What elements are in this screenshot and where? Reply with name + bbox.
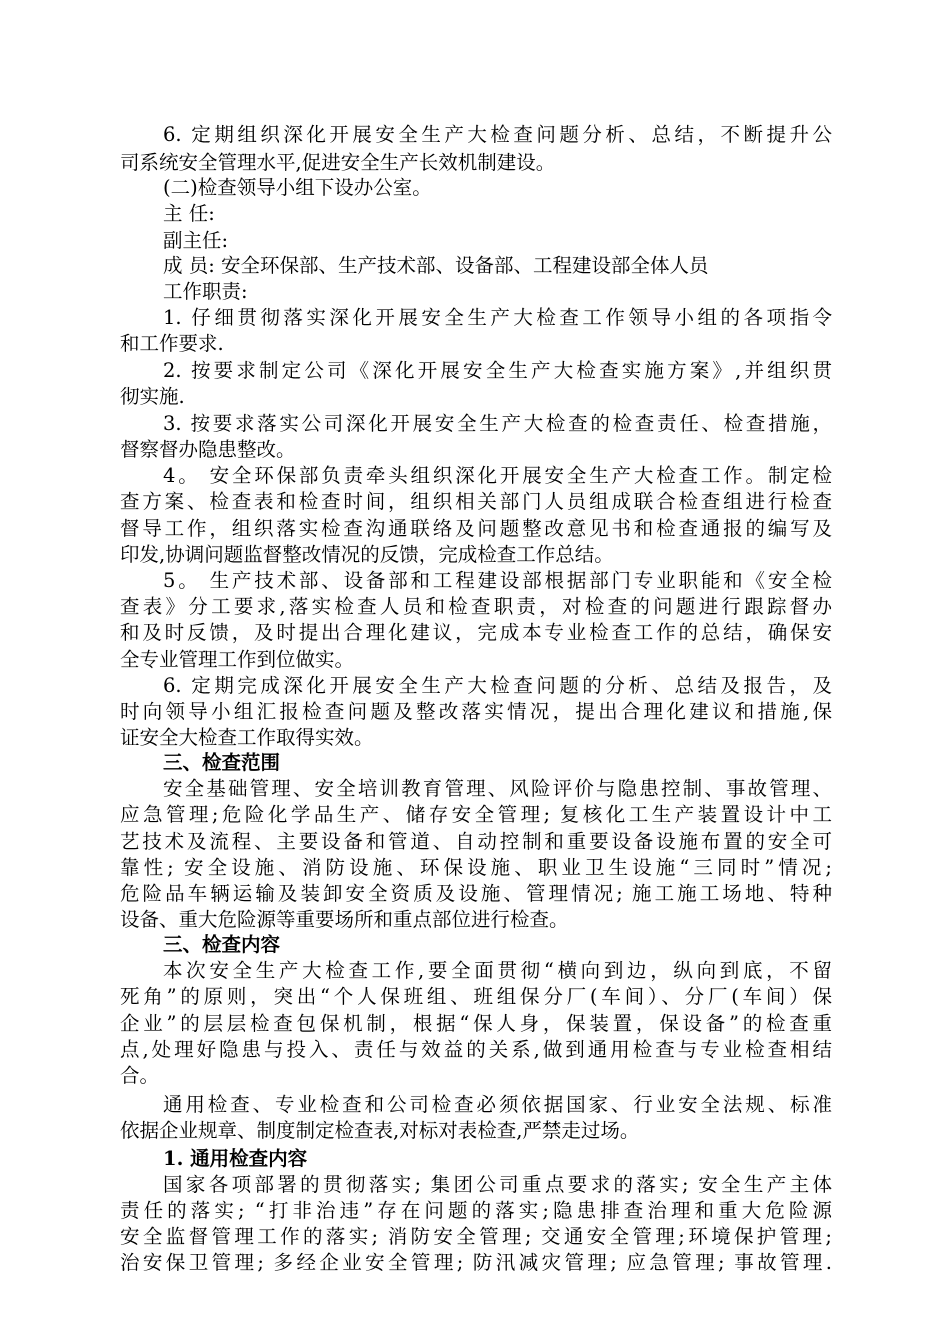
text-line: 4。 安全环保部负责牵头组织深化开展安全生产大检查工作。制定检 [163,464,832,487]
text-line: 证安全大检查工作取得实效。 [120,726,374,749]
text-line: 设备、重大危险源等重要场所和重点部位进行检查。 [120,908,569,931]
text-line: 成 员: 安全环保部、生产技术部、设备部、工程建设部全体人员 [163,254,709,277]
text-line: (二)检查领导小组下设办公室。 [163,176,432,199]
text-line: 应急管理;危险化学品生产、储存安全管理; 复核化工生产装置设计中工 [120,803,832,826]
text-line: 督导工作，组织落实检查沟通联络及问题整改意见书和检查通报的编写及 [120,517,832,540]
section-heading: 1. 通用检查内容 [163,1147,308,1170]
text-line: 3. 按要求落实公司深化开展安全生产大检查的检查责任、检查措施， [163,412,832,435]
text-line: 依据企业规章、制度制定检查表,对标对表检查,严禁走过场。 [120,1119,640,1142]
text-line: 督察督办隐患整改。 [120,438,296,461]
text-line: 合。 [120,1064,160,1087]
text-line: 印发,协调问题监督整改情况的反馈，完成检查工作总结。 [120,543,614,566]
text-line: 副主任: [163,229,229,252]
section-heading: 三、检查内容 [163,933,281,956]
text-line: 和及时反馈，及时提出合理化建议，完成本专业检查工作的总结，确保安 [120,621,832,644]
text-line: 工作职责: [163,280,248,303]
text-line: 安全基础管理、安全培训教育管理、风险评价与隐患控制、事故管理、 [163,777,832,800]
text-line: 2. 按要求制定公司《深化开展安全生产大检查实施方案》,并组织贯 [163,359,832,382]
text-line: 责任的落实; “打非治违”存在问题的落实;隐患排查治理和重大危险源 [120,1199,832,1222]
text-line: 治安保卫管理; 多经企业安全管理; 防汛减灾管理; 应急管理; 事故管理. [120,1251,832,1274]
text-line: 司系统安全管理水平,促进安全生产长效机制建设。 [120,151,556,174]
text-line: 安全监督管理工作的落实; 消防安全管理; 交通安全管理;环境保护管理; [120,1225,832,1248]
text-line: 靠性; 安全设施、消防设施、环保设施、职业卫生设施“三同时”情况; [120,856,832,879]
section-heading: 三、检查范围 [163,751,281,774]
text-line: 6. 定期完成深化开展安全生产大检查问题的分析、总结及报告，及 [163,674,832,697]
text-line: 通用检查、专业检查和公司检查必须依据国家、行业安全法规、标准 [163,1093,832,1116]
text-line: 1. 仔细贯彻落实深化开展安全生产大检查工作领导小组的各项指令 [163,306,832,329]
text-line: 主 任: [163,202,215,225]
text-line: 6. 定期组织深化开展安全生产大检查问题分析、总结，不断提升公 [163,123,832,146]
text-line: 时向领导小组汇报检查问题及整改落实情况，提出合理化建议和措施,保 [120,700,832,723]
text-line: 和工作要求. [120,332,224,355]
text-line: 本次安全生产大检查工作,要全面贯彻“横向到边，纵向到底，不留 [163,959,832,982]
text-line: 点,处理好隐患与投入、责任与效益的关系,做到通用检查与专业检查相结 [120,1038,832,1061]
text-line: 查表》分工要求,落实检查人员和检查职责，对检查的问题进行跟踪督办 [120,595,832,618]
text-line: 艺技术及流程、主要设备和管道、自动控制和重要设备设施布置的安全可 [120,830,832,853]
text-line: 危险品车辆运输及装卸安全资质及设施、管理情况; 施工施工场地、特种 [120,882,832,905]
text-line: 彻实施. [120,385,185,408]
text-line: 企业”的层层检查包保机制，根据“保人身，保装置，保设备”的检查重 [120,1012,832,1035]
text-line: 死角”的原则，突出“个人保班组、班组保分厂(车间）、分厂(车间）保 [120,985,832,1008]
text-line: 国家各项部署的贯彻落实; 集团公司重点要求的落实; 安全生产主体 [163,1173,832,1196]
text-line: 全专业管理工作到位做实。 [120,648,355,671]
text-line: 5。 生产技术部、设备部和工程建设部根据部门专业职能和《安全检 [163,569,832,592]
text-line: 查方案、检查表和检查时间，组织相关部门人员组成联合检查组进行检查 [120,490,832,513]
